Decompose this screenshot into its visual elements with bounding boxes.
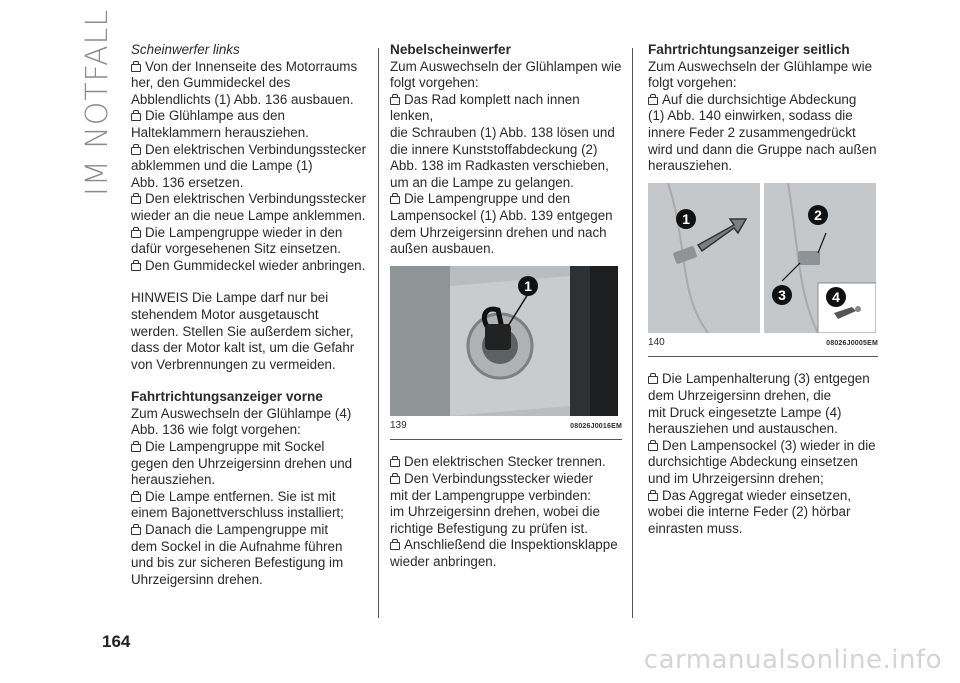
step-line: Halteklammern herausziehen. xyxy=(131,124,309,140)
figure-number: 139 xyxy=(390,419,407,431)
step-line: herausziehen. xyxy=(131,472,216,488)
step-line: Den elektrischen Stecker trennen. xyxy=(404,454,606,470)
intro-text xyxy=(648,59,878,92)
step-line: die innere Kunststoffabdeckung (2) xyxy=(390,141,598,157)
step-item xyxy=(648,488,878,538)
step-line: dem Uhrzeigersinn drehen, die xyxy=(648,387,832,403)
checkbox-bullet-icon xyxy=(131,147,141,155)
step-line: wieder an die neue Lampe anklemmen. xyxy=(131,207,366,223)
checkbox-bullet-icon xyxy=(648,376,658,384)
step-line: gegen den Uhrzeigersinn drehen und xyxy=(131,455,353,471)
step-line: wobei die interne Feder (2) hörbar xyxy=(648,504,851,520)
step-item xyxy=(390,537,622,570)
step-line: Danach die Lampengruppe mit xyxy=(145,522,329,538)
step-line: Lampensockel (1) Abb. 139 entgegen xyxy=(390,207,613,223)
figure-code: 08026J0016EM xyxy=(570,422,622,430)
step-line: dem Sockel in die Aufnahme führen xyxy=(131,538,343,554)
step-line: Den elektrischen Verbindungsstecker xyxy=(145,191,367,207)
step-line: Den elektrischen Verbindungsstecker xyxy=(145,141,367,157)
callout-1: 1 xyxy=(676,209,696,229)
step-item xyxy=(131,59,371,109)
text-line: Zum Auswechseln der Glühlampe wie xyxy=(648,58,873,74)
step-line: her, den Gummideckel des xyxy=(131,75,291,91)
step-line: und im Uhrzeigersinn drehen; xyxy=(648,470,824,486)
step-item xyxy=(390,191,622,257)
step-line: Das Rad komplett nach innen lenken, xyxy=(390,91,580,124)
step-line: Abblendlichts (1) Abb. 136 ausbauen. xyxy=(131,91,354,107)
figure-caption xyxy=(648,335,878,358)
checkbox-bullet-icon xyxy=(131,230,141,238)
step-item xyxy=(131,108,371,141)
step-item xyxy=(131,489,371,522)
step-item xyxy=(390,471,622,537)
step-line: Den Gummideckel wieder anbringen. xyxy=(145,257,366,273)
step-line: einrasten muss. xyxy=(648,520,743,536)
steps-list xyxy=(390,92,622,258)
step-item xyxy=(131,439,371,489)
checkbox-bullet-icon xyxy=(648,97,658,105)
checkbox-bullet-icon xyxy=(131,527,141,535)
step-line: Die Lampenhalterung (3) entgegen xyxy=(662,371,870,387)
intro-text xyxy=(131,406,371,439)
text-line: Zum Auswechseln der Glühlampen wie xyxy=(390,58,622,74)
subheading-headlight-left: Scheinwerfer links xyxy=(131,42,240,57)
text-line: folgt vorgehen: xyxy=(390,75,479,91)
side-indicator-illustration xyxy=(648,183,876,333)
checkbox-bullet-icon xyxy=(390,476,400,484)
text-line: HINWEIS Die Lampe darf nur bei xyxy=(131,290,329,306)
step-line: herausziehen. xyxy=(648,158,733,174)
callout-1: 1 xyxy=(518,276,538,296)
text-line: folgt vorgehen: xyxy=(648,75,737,91)
step-line: Uhrzeigersinn drehen. xyxy=(131,571,263,587)
callout-3: 3 xyxy=(772,285,792,305)
page-number: 164 xyxy=(102,632,131,651)
column-2 xyxy=(390,42,622,570)
section-title: IM NOTFALL xyxy=(80,8,115,196)
step-line: Die Lampengruppe wieder in den xyxy=(145,224,343,240)
checkbox-bullet-icon xyxy=(390,459,400,467)
text-line: dass der Motor kalt ist, um die Gefahr xyxy=(131,340,355,356)
step-line: durchsichtige Abdeckung einsetzen xyxy=(648,454,858,470)
step-line: herausziehen und austauschen. xyxy=(648,421,838,437)
steps-list xyxy=(648,371,878,537)
checkbox-bullet-icon xyxy=(131,64,141,72)
checkbox-bullet-icon xyxy=(131,113,141,121)
checkbox-bullet-icon xyxy=(390,542,400,550)
steps-list xyxy=(131,439,371,588)
column-divider xyxy=(378,48,379,618)
step-line: Auf die durchsichtige Abdeckung xyxy=(662,91,857,107)
step-item xyxy=(648,92,878,175)
step-line: wird und dann die Gruppe nach außen xyxy=(648,141,877,157)
steps-list xyxy=(390,454,622,570)
figure-caption xyxy=(390,418,622,441)
checkbox-bullet-icon xyxy=(648,443,658,451)
step-item xyxy=(648,371,878,437)
step-item xyxy=(390,454,622,471)
steps-list xyxy=(648,92,878,175)
text-line: Abb. 136 wie folgt vorgehen: xyxy=(131,422,301,438)
step-item xyxy=(131,191,371,224)
heading-fog-light: Nebelscheinwerfer xyxy=(390,42,511,57)
checkbox-bullet-icon xyxy=(131,196,141,204)
step-line: einem Bajonettverschluss installiert; xyxy=(131,505,344,521)
step-line: die Schrauben (1) Abb. 138 lösen und xyxy=(390,124,615,140)
figure-number: 140 xyxy=(648,336,665,348)
step-line: (1) Abb. 140 einwirken, sodass die xyxy=(648,108,853,124)
step-item xyxy=(390,92,622,192)
intro-text xyxy=(390,59,622,92)
step-line: Die Glühlampe aus den xyxy=(145,108,285,124)
text-line: Zum Auswechseln der Glühlampe (4) xyxy=(131,405,352,421)
figure-140 xyxy=(648,183,876,333)
step-line: Abb. 136 ersetzen. xyxy=(131,174,244,190)
note-block xyxy=(131,290,371,373)
heading-side-indicator: Fahrtrichtungsanzeiger seitlich xyxy=(648,42,850,57)
step-line: wieder anbringen. xyxy=(390,553,497,569)
step-line: innere Feder 2 zusammengedrückt xyxy=(648,124,856,140)
text-line: stehendem Motor ausgetauscht xyxy=(131,306,319,322)
step-line: Von der Innenseite des Motorraums xyxy=(145,58,358,74)
step-line: Die Lampengruppe und den xyxy=(404,191,571,207)
step-line: dem Uhrzeigersinn drehen und nach xyxy=(390,224,607,240)
callout-2: 2 xyxy=(808,205,828,225)
checkbox-bullet-icon xyxy=(131,263,141,271)
figure-code: 08026J0005EM xyxy=(826,339,878,347)
step-item xyxy=(131,225,371,258)
checkbox-bullet-icon xyxy=(131,444,141,452)
column-3 xyxy=(648,42,878,537)
watermark: carmanualsonline.info xyxy=(643,645,942,675)
step-line: Anschließend die Inspektionsklappe xyxy=(404,537,618,553)
checkbox-bullet-icon xyxy=(390,97,400,105)
checkbox-bullet-icon xyxy=(131,494,141,502)
step-line: Den Lampensockel (3) wieder in die xyxy=(662,437,876,453)
step-item xyxy=(131,142,371,192)
heading-front-indicator: Fahrtrichtungsanzeiger vorne xyxy=(131,389,323,405)
step-line: außen ausbauen. xyxy=(390,241,495,257)
checkbox-bullet-icon xyxy=(390,196,400,204)
callout-4: 4 xyxy=(826,287,846,307)
checkbox-bullet-icon xyxy=(648,493,658,501)
step-line: und bis zur sicheren Befestigung im xyxy=(131,555,344,571)
column-1 xyxy=(131,42,371,588)
step-item xyxy=(648,438,878,488)
step-line: Das Aggregat wieder einsetzen, xyxy=(662,487,852,503)
text-line: von Verbrennungen zu vermeiden. xyxy=(131,356,336,372)
step-line: dafür vorgesehenen Sitz einsetzen. xyxy=(131,241,341,257)
step-line: Abb. 138 im Radkasten verschieben, xyxy=(390,158,609,174)
step-line: richtige Befestigung zu prüfen ist. xyxy=(390,520,588,536)
step-item xyxy=(131,522,371,588)
step-line: abklemmen und die Lampe (1) xyxy=(131,158,313,174)
steps-list xyxy=(131,59,371,275)
step-line: mit der Lampengruppe verbinden: xyxy=(390,487,591,503)
step-line: im Uhrzeigersinn drehen, wobei die xyxy=(390,504,600,520)
column-divider xyxy=(632,48,633,618)
step-line: um an die Lampe zu gelangen. xyxy=(390,174,574,190)
text-line: werden. Stellen Sie außerdem sicher, xyxy=(131,323,354,339)
step-line: Die Lampe entfernen. Sie ist mit xyxy=(145,488,336,504)
step-item xyxy=(131,258,371,275)
step-line: Die Lampengruppe mit Sockel xyxy=(145,439,325,455)
fog-light-illustration xyxy=(390,266,618,416)
step-line: Den Verbindungsstecker wieder xyxy=(404,470,594,486)
figure-139 xyxy=(390,266,618,416)
step-line: mit Druck eingesetzte Lampe (4) xyxy=(648,404,842,420)
